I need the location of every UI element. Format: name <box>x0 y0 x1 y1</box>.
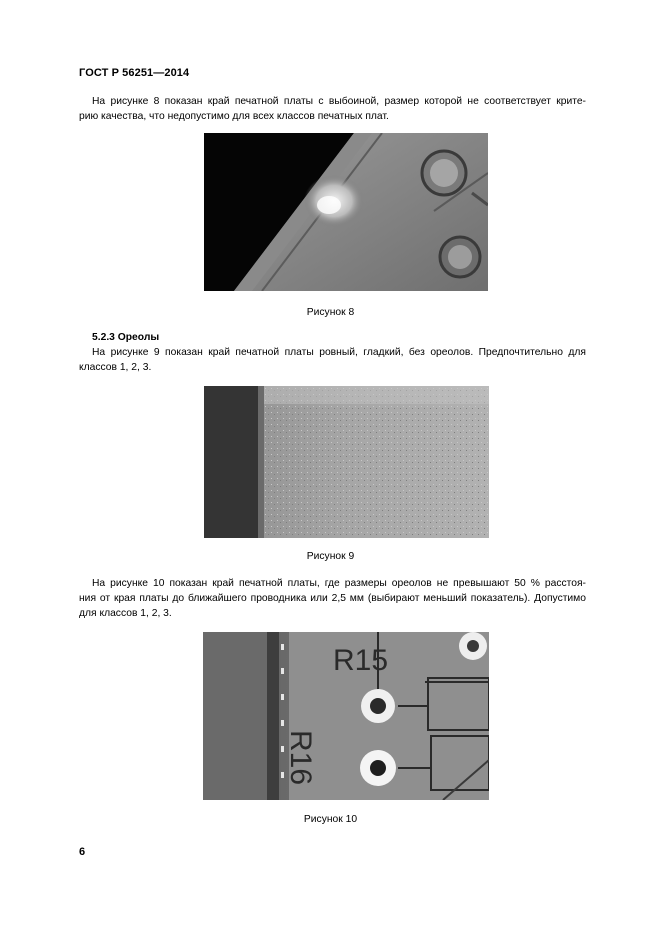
figure-10-caption: Рисунок 10 <box>303 814 358 825</box>
figure-10-label-r16: R16 <box>284 730 317 786</box>
paragraph-line: рию качества, что недопустимо для всех классов печатных плат. <box>79 111 389 122</box>
paragraph-figure8 <box>79 94 586 124</box>
paragraph-line: ния от края платы до ближайшего проводника или 2,5 мм (выбирают меньший показатель). Допустимо <box>79 593 586 604</box>
figure-10-photo <box>203 632 489 800</box>
document-code: ГОСТ Р 56251—2014 <box>79 67 190 79</box>
paragraph-figure9 <box>79 345 586 375</box>
section-heading: 5.2.3 Ореолы <box>92 332 160 343</box>
figure-8-caption: Рисунок 8 <box>306 307 355 318</box>
figure-9-photo <box>204 386 489 538</box>
page-number: 6 <box>79 846 86 858</box>
paragraph-line: для классов 1, 2, 3. <box>79 608 172 619</box>
paragraph-line: На рисунке 9 показан край печатной платы ровный, гладкий, без ореолов. Предпочтительно для <box>92 347 586 358</box>
figure-10-label-r15: R15 <box>333 644 389 677</box>
paragraph-line: классов 1, 2, 3. <box>79 362 152 373</box>
figure-8-photo <box>204 133 488 291</box>
paragraph-line: На рисунке 8 показан край печатной платы с выбоиной, размер которой не соответствует крите- <box>92 96 586 107</box>
paragraph-figure10 <box>79 576 586 621</box>
paragraph-line: На рисунке 10 показан край печатной платы, где размеры ореолов не превышают 50 % расстоя- <box>92 578 586 589</box>
figure-9-caption: Рисунок 9 <box>306 551 355 562</box>
